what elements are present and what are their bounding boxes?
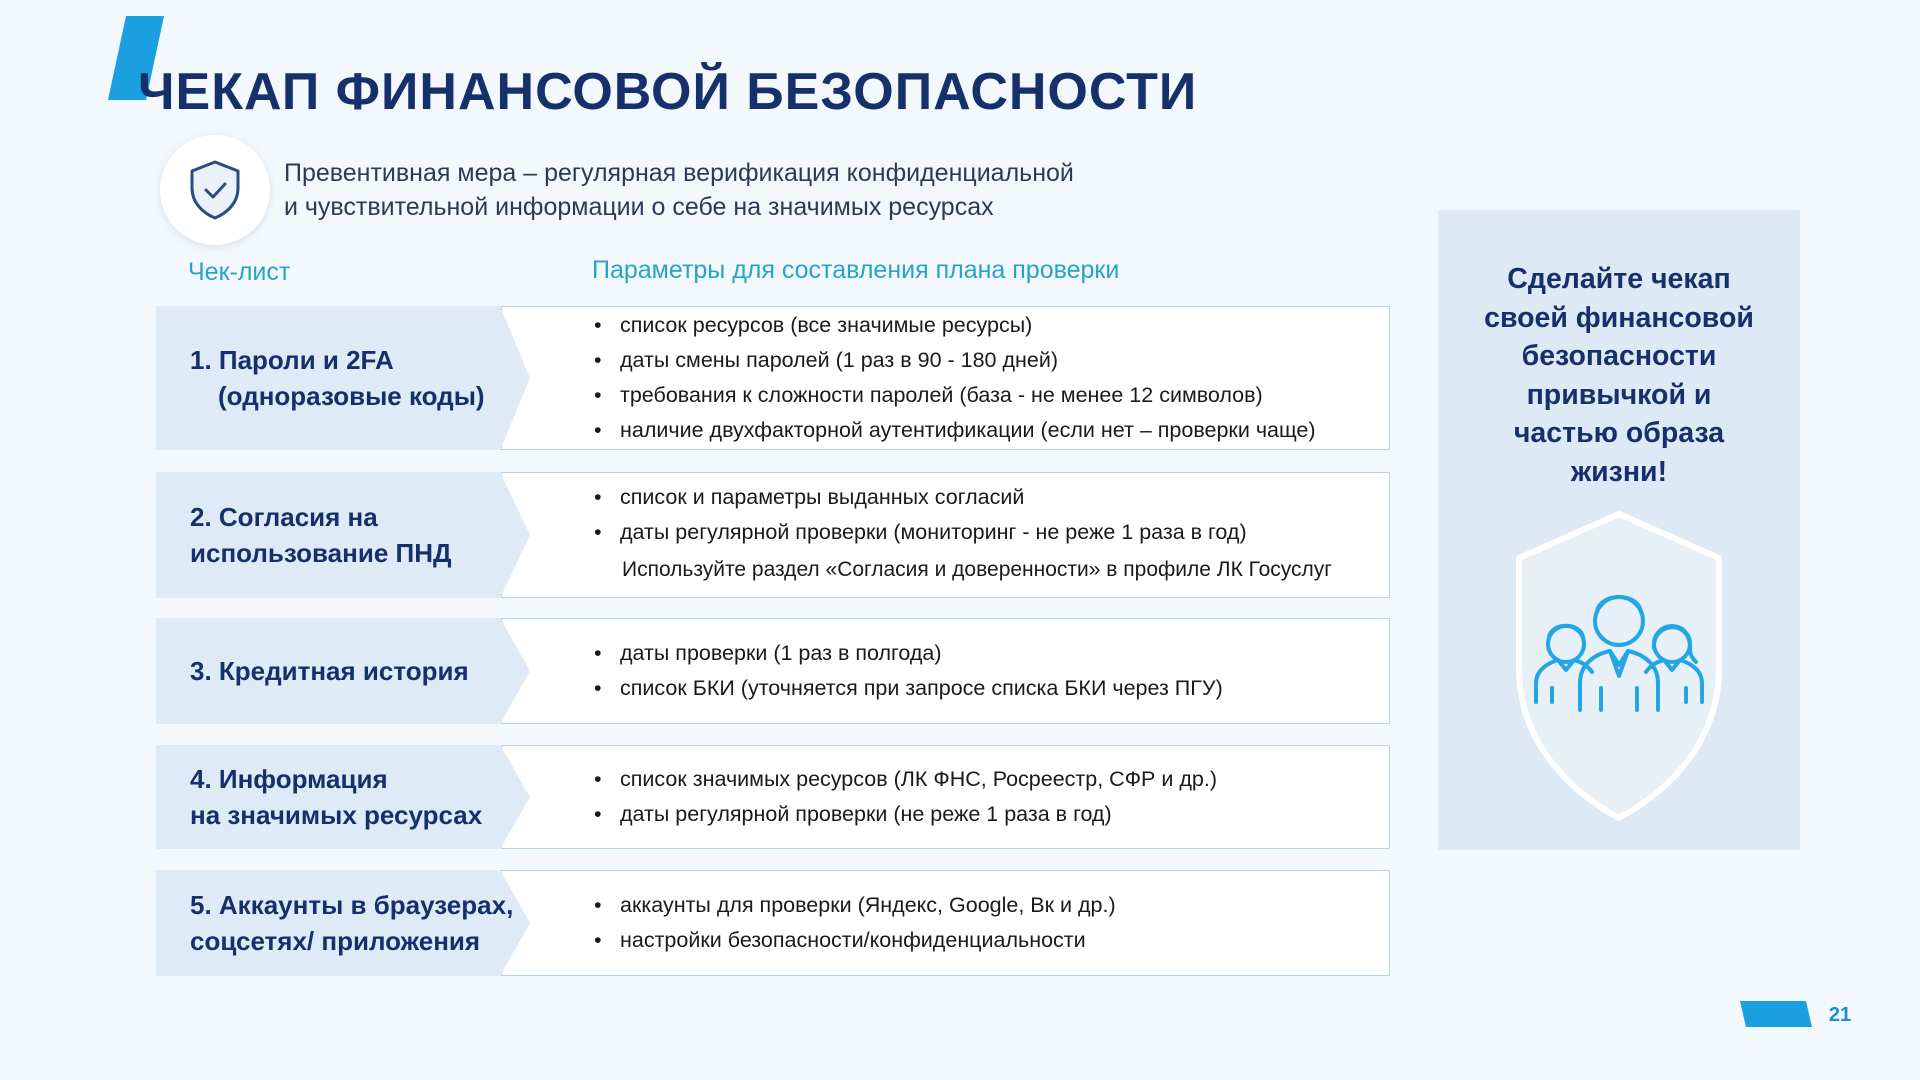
- side-callout-line: привычкой и: [1526, 378, 1712, 411]
- side-callout-line: частью образа: [1513, 417, 1725, 449]
- row-label-line: использование ПНД: [190, 538, 452, 568]
- checklist-row-consents: [156, 472, 1390, 598]
- list-item: • даты регулярной проверки (мониторинг - не реже 1 раза в год): [592, 515, 1380, 550]
- side-callout-line: своей финансовой: [1484, 301, 1754, 334]
- family-shield-icon: [1494, 500, 1744, 830]
- list-item: • аккаунты для проверки (Яндекс, Google, Вк и др.): [592, 888, 1380, 923]
- row-label: [190, 745, 530, 849]
- checklist-row-credit-history: [156, 618, 1390, 724]
- list-item: • даты смены паролей (1 раз в 90 - 180 дней): [592, 343, 1380, 378]
- gosuslugi-note: Используйте раздел «Согласия и доверенности» в профиле ЛК Госуслуг: [622, 558, 1332, 581]
- row-bullet-list: [592, 870, 1380, 976]
- row-label-line: соцсетях/ приложения: [190, 926, 481, 956]
- list-item: • даты регулярной проверки (не реже 1 раза в год): [592, 797, 1380, 832]
- list-item: • настройки безопасности/конфиденциальности: [592, 923, 1380, 958]
- side-callout-line: жизни!: [1570, 455, 1668, 488]
- list-item: • даты проверки (1 раз в полгода): [592, 636, 1380, 671]
- side-callout-line: безопасности: [1521, 340, 1717, 372]
- intro-line: и чувствительной информации о себе на значимых ресурсах: [284, 193, 994, 221]
- slide-title: ЧЕКАП ФИНАНСОВОЙ БЕЗОПАСНОСТИ: [138, 63, 1198, 121]
- row-label-line: (одноразовые коды): [218, 381, 485, 411]
- list-item: • наличие двухфакторной аутентификации (если нет – проверки чаще): [592, 413, 1380, 448]
- row-bullet-list: [592, 745, 1380, 849]
- row-label-line: 1. Пароли и 2FA: [190, 345, 394, 375]
- list-item: • требования к сложности паролей (база - не менее 12 символов): [592, 378, 1380, 413]
- row-label: [190, 306, 530, 450]
- row-label: [190, 870, 530, 976]
- list-item: • список ресурсов (все значимые ресурсы): [592, 308, 1380, 343]
- checklist-row-passwords: [156, 306, 1390, 450]
- row-bullet-list: [592, 472, 1380, 598]
- row-bullet-list: [592, 306, 1380, 450]
- row-label: [190, 472, 530, 598]
- row-label: [190, 618, 530, 724]
- row-label-line: на значимых ресурсах: [190, 800, 483, 830]
- shield-check-icon: [160, 135, 270, 245]
- checklist-row-resources: [156, 745, 1390, 849]
- side-callout-line: Сделайте чекап: [1507, 263, 1731, 295]
- list-item: • список значимых ресурсов (ЛК ФНС, Росреестр, СФР и др.): [592, 762, 1380, 797]
- intro-line: Превентивная мера – регулярная верификация конфиденциальной: [284, 159, 1074, 187]
- parameters-header: Параметры для составления плана проверки: [592, 256, 1120, 284]
- side-callout-text: [1438, 260, 1800, 491]
- checklist-header: Чек-лист: [188, 258, 291, 286]
- list-item: • список БКИ (уточняется при запросе списка БКИ через ПГУ): [592, 671, 1380, 706]
- accent-parallelogram-bottom: [1740, 1001, 1812, 1027]
- list-item: • список и параметры выданных согласий: [592, 480, 1380, 515]
- row-label-line: 5. Аккаунты в браузерах,: [190, 890, 514, 920]
- row-bullet-list: [592, 618, 1380, 724]
- checklist-row-accounts: [156, 870, 1390, 976]
- row-label-line: 3. Кредитная история: [190, 656, 469, 686]
- row-label-line: 2. Согласия на: [190, 502, 378, 532]
- page-number: 21: [1828, 1004, 1852, 1026]
- intro-text: [284, 156, 1184, 224]
- row-label-line: 4. Информация: [190, 764, 388, 794]
- side-callout-panel: [1438, 210, 1800, 850]
